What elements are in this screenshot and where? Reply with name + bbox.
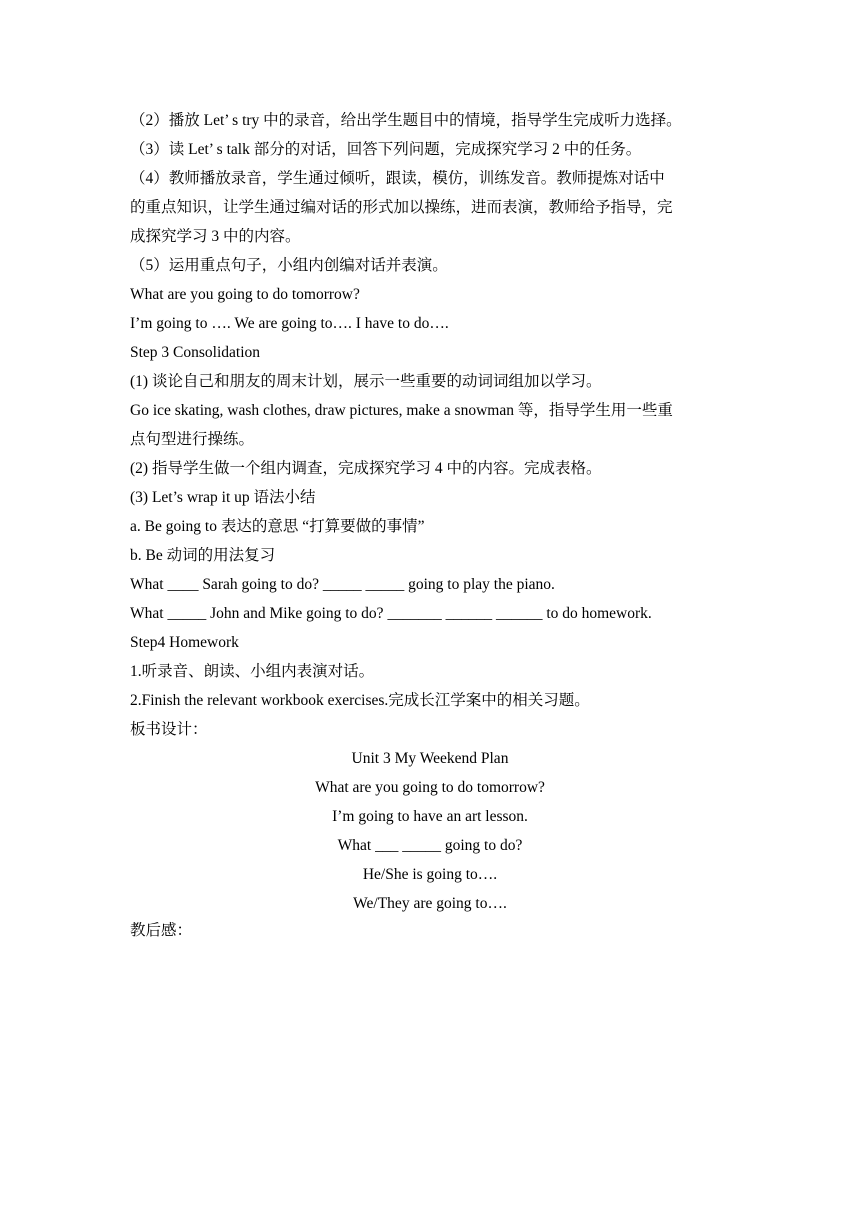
step3-item2: (2) 指导学生做一个组内调查，完成探究学习 4 中的内容。完成表格。 xyxy=(130,460,602,477)
paragraph-step2-item4-line3: 成探究学习 3 中的内容。 xyxy=(130,228,301,245)
paragraph-step2-item3: （3）读 Let’ s talk 部分的对话，回答下列问题，完成探究学习 2 中的任务。 xyxy=(130,141,642,158)
board-line: I’m going to have an art lesson. xyxy=(332,808,528,825)
step3-phrases-line2: 点句型进行操练。 xyxy=(130,431,255,448)
grammar-point-b: b. Be 动词的用法复习 xyxy=(130,547,276,564)
homework-item2: 2.Finish the relevant workbook exercises.完成长江学案中的相关习题。 xyxy=(130,692,590,709)
key-sentence-answers: I’m going to …. We are going to…. I have to do…. xyxy=(130,315,449,332)
step4-heading: Step4 Homework xyxy=(130,634,239,651)
reflection-label: 教后感： xyxy=(130,922,193,939)
step3-item1: (1) 谈论自己和朋友的周末计划，展示一些重要的动词词组加以学习。 xyxy=(130,373,602,390)
paragraph-step2-item2: （2）播放 Let’ s try 中的录音，给出学生题目中的情境，指导学生完成听力选择。 xyxy=(130,112,682,129)
board-line: He/She is going to…. xyxy=(362,866,498,883)
paragraph-step2-item5: （5）运用重点句子，小组内创编对话并表演。 xyxy=(130,257,448,274)
board-title: Unit 3 My Weekend Plan xyxy=(351,750,509,767)
board-line: What ___ _____ going to do? xyxy=(337,837,523,854)
exercise-sentence-1: What ____ Sarah going to do? _____ _____ going to play the piano. xyxy=(130,576,555,593)
step3-phrases-line1: Go ice skating, wash clothes, draw pictures, make a snowman 等，指导学生用一些重 xyxy=(130,402,673,419)
grammar-point-a: a. Be going to 表达的意思 “打算要做的事情” xyxy=(130,518,425,535)
step3-heading: Step 3 Consolidation xyxy=(130,344,261,361)
paragraph-step2-item4-line2: 的重点知识，让学生通过编对话的形式加以操练，进而表演，教师给予指导，完 xyxy=(130,199,673,216)
key-sentence-question: What are you going to do tomorrow? xyxy=(130,286,360,303)
board-line: What are you going to do tomorrow? xyxy=(315,779,545,796)
paragraph-step2-item4-line1: （4）教师播放录音，学生通过倾听，跟读，模仿，训练发音。教师提炼对话中 xyxy=(130,170,665,187)
board-line: We/They are going to…. xyxy=(353,895,507,912)
board-design-label: 板书设计： xyxy=(130,721,208,738)
homework-item1: 1.听录音、朗读、小组内表演对话。 xyxy=(130,663,375,680)
exercise-sentence-2: What _____ John and Mike going to do? _______ ______ ______ to do homework. xyxy=(130,605,652,622)
step3-item3: (3) Let’s wrap it up 语法小结 xyxy=(130,489,316,506)
